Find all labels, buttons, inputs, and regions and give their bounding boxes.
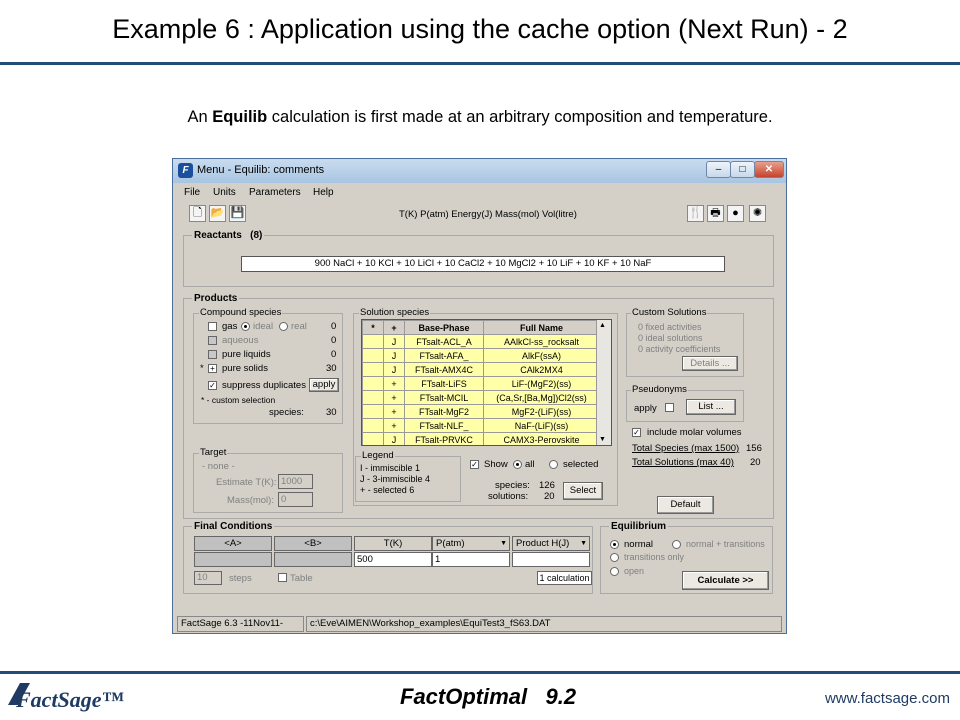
total-solutions-label: Total Solutions (max 40): [632, 457, 734, 468]
mass-label: Mass(mol):: [227, 495, 274, 506]
title-divider: [0, 62, 960, 65]
gas-real-label: real: [291, 321, 307, 332]
table-row[interactable]: J FTsalt-AMX4C CAlk2MX4: [363, 363, 600, 377]
show-all-radio[interactable]: [513, 460, 522, 469]
products-title: Products: [194, 293, 238, 304]
custom-selection-note: * - custom selection: [201, 395, 276, 405]
t-header[interactable]: T(K): [354, 536, 432, 551]
logo-text: FactSage™: [16, 687, 124, 712]
solution-species-label: species:: [495, 480, 530, 491]
status-file-path: c:\Eve\AIMEN\Workshop_examples\EquiTest3_fS63.DAT: [306, 616, 782, 632]
intro-before: An: [187, 108, 213, 126]
suppress-duplicates-checkbox[interactable]: ✓: [209, 381, 216, 390]
p-value-input[interactable]: 1: [432, 552, 510, 567]
col-full-name[interactable]: Full Name: [484, 321, 600, 335]
menu-help[interactable]: Help: [313, 187, 334, 198]
menu-file[interactable]: File: [184, 187, 201, 198]
h-header-select[interactable]: [512, 536, 590, 551]
show-checkbox[interactable]: ✓: [471, 460, 478, 469]
solution-species-grid[interactable]: [361, 319, 612, 446]
details-button[interactable]: Details ...: [682, 356, 738, 371]
a-value[interactable]: [194, 552, 272, 567]
normal-label: normal: [624, 539, 654, 550]
grid-header-row: [363, 321, 600, 335]
menu-parameters[interactable]: Parameters: [249, 187, 301, 198]
legend-3-immiscible: J - 3-immiscible 4: [360, 474, 431, 484]
b-value[interactable]: [274, 552, 352, 567]
normal-radio[interactable]: [610, 540, 619, 549]
legend-selected: + - selected 6: [360, 485, 415, 495]
total-solutions-value: 20: [750, 457, 761, 468]
p-header-select[interactable]: [432, 536, 510, 551]
pseudonyms-title: Pseudonyms: [632, 384, 687, 395]
equilib-window: [172, 158, 787, 634]
footer-url[interactable]: www.factsage.com: [824, 690, 950, 707]
col-base-phase[interactable]: Base-Phase: [405, 321, 484, 335]
scroll-down-icon[interactable]: ▼: [599, 436, 606, 443]
transitions-only-radio[interactable]: [610, 553, 619, 562]
solution-species-count: 126: [539, 480, 555, 491]
default-button[interactable]: Default: [657, 496, 714, 514]
chevron-down-icon: ▼: [500, 540, 507, 547]
footer-divider: [0, 671, 960, 674]
h-header-label: Product H(J): [516, 538, 570, 549]
normal-transitions-label: normal + transitions: [686, 539, 765, 549]
close-button[interactable]: ✕: [754, 161, 784, 178]
target-none: - none -: [202, 461, 235, 472]
new-file-icon[interactable]: 🗋: [189, 205, 206, 222]
chevron-down-icon: ▼: [580, 540, 587, 547]
pseudonyms-apply-checkbox[interactable]: [665, 403, 674, 412]
list-button[interactable]: List ...: [686, 399, 736, 415]
status-bar: [173, 615, 786, 633]
col-plus[interactable]: +: [384, 321, 405, 335]
molar-volumes-label: include molar volumes: [647, 427, 742, 438]
save-disk-icon[interactable]: 💾: [229, 205, 246, 222]
menu-units[interactable]: Units: [213, 187, 236, 198]
ideal-solutions: 0 ideal solutions: [638, 333, 703, 343]
print-icon[interactable]: 🖶: [707, 205, 724, 222]
pure-solids-checkbox[interactable]: +: [208, 364, 217, 373]
pure-solids-label: pure solids: [222, 363, 268, 374]
normal-transitions-radio[interactable]: [672, 540, 681, 549]
intro-text: [0, 108, 960, 127]
table-row[interactable]: + FTsalt-LiFS LiF-(MgF2)(ss): [363, 377, 600, 391]
total-species-label: Total Species (max 1500): [632, 443, 740, 454]
show-selected-radio[interactable]: [549, 460, 558, 469]
gas-label: gas: [222, 321, 238, 332]
total-species-value: 156: [746, 443, 762, 454]
b-header[interactable]: <B>: [274, 536, 352, 551]
gas-count: 0: [331, 321, 337, 332]
units-display[interactable]: T(K) P(atm) Energy(J) Mass(mol) Vol(litre): [399, 209, 577, 220]
h-value-input[interactable]: [512, 552, 590, 567]
compound-species-count: 30: [326, 407, 337, 418]
stop-icon[interactable]: ●: [727, 205, 744, 222]
p-header-label: P(atm): [436, 538, 465, 549]
apply-button[interactable]: apply: [309, 378, 339, 392]
molar-volumes-checkbox[interactable]: ✓: [633, 428, 640, 437]
table-checkbox[interactable]: [278, 573, 287, 582]
legend-title: Legend: [362, 450, 394, 461]
menubar: [173, 185, 786, 201]
aqueous-label: aqueous: [222, 335, 259, 346]
footer-title: FactOptimal 9.2: [400, 684, 577, 709]
estimate-label: Estimate T(K):: [216, 477, 277, 488]
factsage-app-icon: F: [178, 163, 193, 178]
status-version: FactSage 6.3 -11Nov11-: [177, 616, 304, 632]
pure-liquids-label: pure liquids: [222, 349, 271, 360]
window-title: Menu - Equilib: comments: [197, 164, 325, 176]
gas-ideal-radio[interactable]: [241, 322, 250, 331]
open-label: open: [624, 566, 645, 576]
table-row[interactable]: J FTsalt-AFA_ AlkF(ssA): [363, 349, 600, 363]
table-row[interactable]: J FTsalt-ACL_A AAlkCl-ss_rocksalt: [363, 335, 600, 349]
target-title: Target: [200, 447, 227, 458]
open-folder-icon[interactable]: 📂: [209, 205, 226, 222]
table-label: Table: [290, 573, 313, 584]
col-star[interactable]: *: [363, 321, 384, 335]
open-radio[interactable]: [610, 567, 619, 576]
intro-after: calculation is first made at an arbitrary composition and temperature.: [267, 108, 773, 126]
calculate-button[interactable]: Calculate >>: [682, 571, 769, 590]
pure-solids-count: 30: [326, 363, 337, 374]
tip-bulb-icon[interactable]: ✺: [749, 205, 766, 222]
scroll-up-icon[interactable]: ▲: [599, 322, 606, 329]
aqueous-count: 0: [331, 335, 337, 346]
gas-ideal-label: ideal: [253, 321, 274, 332]
pure-liquids-count: 0: [331, 349, 337, 360]
table-row[interactable]: + FTsalt-MgF2 MgF2-(LiF)(ss): [363, 405, 600, 419]
tools-icon[interactable]: 🍴: [687, 205, 704, 222]
show-all-label: all: [525, 459, 535, 470]
intro-bold: Equilib: [212, 108, 268, 126]
fixed-activities: 0 fixed activities: [638, 322, 702, 332]
toolbar: [173, 203, 786, 227]
reactants-title: Reactants (8): [194, 230, 263, 241]
compound-species-label: species:: [269, 407, 304, 418]
activity-coefficients: 0 activity coefficients: [638, 344, 721, 354]
transitions-only-label: transitions only: [624, 552, 685, 562]
gas-checkbox[interactable]: [208, 322, 217, 331]
maximize-button[interactable]: □: [730, 161, 755, 178]
solutions-label: solutions:: [488, 491, 529, 502]
calculation-count: 1 calculation: [537, 571, 592, 585]
equilibrium-title: Equilibrium: [611, 521, 666, 532]
a-header[interactable]: <A>: [194, 536, 272, 551]
table-row[interactable]: + FTsalt-NLF_ NaF-(LiF)(ss): [363, 419, 600, 433]
pseudonyms-apply-label: apply: [634, 403, 657, 414]
aqueous-checkbox[interactable]: [208, 336, 217, 345]
custom-marker: *: [200, 363, 204, 374]
pure-liquids-checkbox[interactable]: [208, 350, 217, 359]
suppress-duplicates-label: suppress duplicates: [222, 380, 306, 391]
table-row[interactable]: + FTsalt-MCIL (Ca,Sr,[Ba,Mg])Cl2(ss): [363, 391, 600, 405]
window-titlebar[interactable]: [173, 159, 786, 183]
gas-real-radio[interactable]: [279, 322, 288, 331]
compound-species-title: Compound species: [200, 307, 282, 318]
show-label: Show: [484, 459, 508, 470]
legend-immiscible: I - immiscible 1: [360, 463, 421, 473]
factsage-logo: [6, 677, 136, 717]
final-conditions-title: Final Conditions: [194, 521, 273, 532]
t-value-input[interactable]: 500: [354, 552, 432, 567]
mass-input[interactable]: 0: [278, 492, 313, 507]
show-selected-label: selected: [563, 459, 599, 470]
estimate-input[interactable]: 1000: [278, 474, 313, 489]
steps-input[interactable]: 10: [194, 571, 222, 585]
steps-label: steps: [229, 573, 252, 584]
reactants-formula[interactable]: 900 NaCl + 10 KCl + 10 LiCl + 10 CaCl2 + 10 MgCl2 + 10 LiF + 10 KF + 10 NaF: [241, 256, 725, 272]
slide-title: Example 6 : Application using the cache option (Next Run) - 2: [112, 14, 848, 44]
grid-scrollbar[interactable]: [596, 320, 611, 445]
select-button[interactable]: Select: [563, 482, 603, 500]
minimize-button[interactable]: –: [706, 161, 731, 178]
solution-species-title: Solution species: [360, 307, 430, 318]
custom-solutions-title: Custom Solutions: [632, 307, 707, 318]
table-row[interactable]: J FTsalt-PRVKC CAMX3-Perovskite: [363, 433, 600, 447]
solutions-count: 20: [544, 491, 555, 502]
